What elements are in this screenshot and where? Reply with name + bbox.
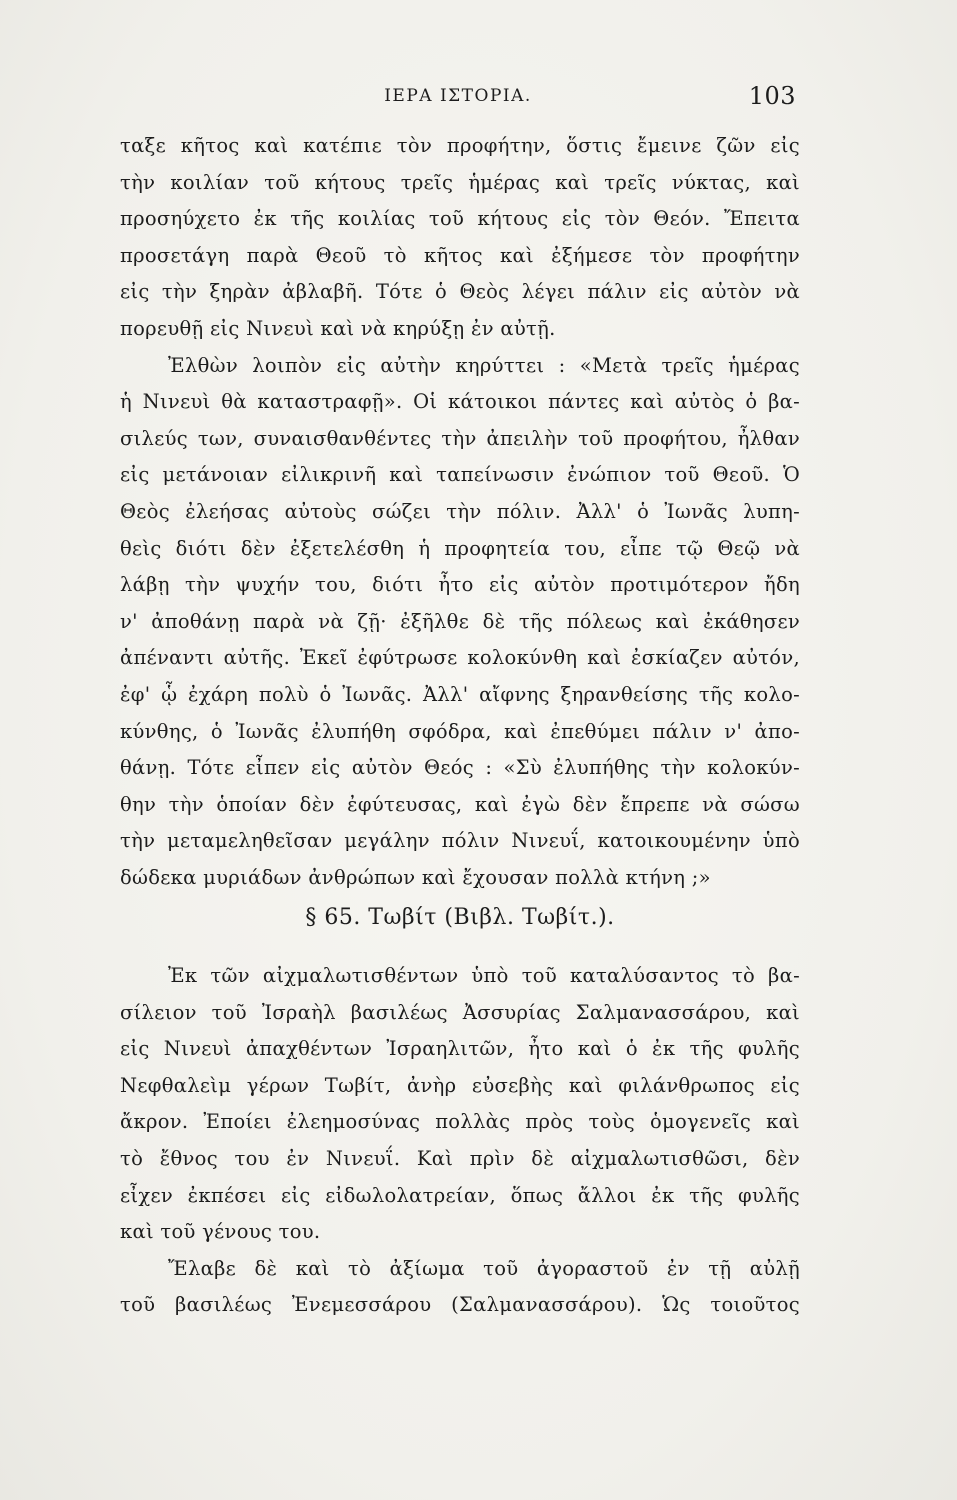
text-line: τὴν μεταμεληθεῖσαν μεγάλην πόλιν Νινευΐ, κατοικουμένην ὑπὸ	[120, 829, 800, 853]
section-heading: § 65. Τωβίτ (Βιβλ. Τωβίτ.).	[305, 905, 615, 930]
text-line: προσηύχετο ἐκ τῆς κοιλίας τοῦ κήτους εἰς τὸν Θεόν. Ἔπειτα	[120, 207, 800, 231]
text-line: Θεὸς ἐλεήσας αὐτοὺς σώζει τὴν πόλιν. Ἀλλ' ὁ Ἰωνᾶς λυπη-	[120, 499, 800, 523]
paragraph-2	[120, 348, 800, 897]
text-line: θην τὴν ὁποίαν δὲν ἐφύτευσας, καὶ ἐγὼ δὲν ἔπρεπε νὰ σώσω	[120, 792, 800, 816]
text-line: Νεφθαλεὶμ γέρων Τωβίτ, ἀνὴρ εὐσεβὴς καὶ φιλάνθρωπος εἰς	[120, 1073, 800, 1097]
text-line: λάβῃ τὴν ψυχήν του, διότι ἦτο εἰς αὐτὸν προτιμότερον ἤδη	[120, 573, 800, 597]
text-line: σίλειον τοῦ Ἰσραὴλ βασιλέως Ἀσσυρίας Σαλμανασσάρου, καὶ	[120, 1000, 800, 1024]
text-line: εἶχεν ἐκπέσει εἰς εἰδωλολατρείαν, ὅπως ἄλλοι ἐκ τῆς φυλῆς	[120, 1183, 800, 1207]
paragraph-3	[120, 958, 800, 1251]
text-line: Ἐλθὼν λοιπὸν εἰς αὐτὴν κηρύττει : «Μετὰ τρεῖς ἡμέρας	[168, 353, 800, 377]
text-line: Ἐκ τῶν αἰχμαλωτισθέντων ὑπὸ τοῦ καταλύσαντος τὸ βα-	[168, 964, 800, 987]
text-line: Ἔλαβε δὲ καὶ τὸ ἀξίωμα τοῦ ἀγοραστοῦ ἐν τῇ αὐλῇ	[168, 1256, 800, 1280]
running-header	[120, 82, 796, 116]
text-line: εἰς Νινευὶ ἀπαχθέντων Ἰσραηλιτῶν, ἦτο καὶ ὁ ἐκ τῆς φυλῆς	[120, 1037, 800, 1061]
text-line: εἰς μετάνοιαν εἰλικρινῆ καὶ ταπείνωσιν ἐνώπιον τοῦ Θεοῦ. Ὁ	[120, 463, 800, 487]
page-number: 103	[748, 82, 796, 110]
text-line: τὸ ἔθνος του ἐν Νινευΐ. Καὶ πρὶν δὲ αἰχμαλωτισθῶσι, δὲν	[120, 1146, 800, 1170]
text-line: σιλεύς των, συναισθανθέντες τὴν ἀπειλὴν τοῦ προφήτου, ἦλθαν	[120, 426, 800, 450]
text-line: καὶ τοῦ γένους του.	[120, 1220, 321, 1244]
text-line: ἡ Νινευὶ θὰ καταστραφῇ». Οἱ κάτοικοι πάντες καὶ αὐτὸς ὁ βα-	[120, 390, 800, 414]
text-line: ἄκρον. Ἐποίει ἐλεημοσύνας πολλὰς πρὸς τοὺς ὁμογενεῖς καὶ	[120, 1110, 800, 1134]
text-line: εἰς τὴν ξηρὰν ἀβλαβῆ. Τότε ὁ Θεὸς λέγει πάλιν εἰς αὐτὸν νὰ	[120, 280, 800, 304]
text-line: θεὶς διότι δὲν ἐξετελέσθη ἡ προφητεία του, εἶπε τῷ Θεῷ νὰ	[120, 536, 800, 560]
text-line: ταξε κῆτος καὶ κατέπιε τὸν προφήτην, ὅστις ἔμεινε ζῶν εἰς	[120, 134, 800, 157]
text-line: ἐφ' ᾧ ἐχάρη πολὺ ὁ Ἰωνᾶς. Ἀλλ' αἴφνης ξηρανθείσης τῆς κολο-	[120, 682, 800, 706]
text-line: τοῦ βασιλέως Ἐνεμεσσάρου (Σαλμανασσάρου). Ὡς τοιοῦτος	[120, 1293, 800, 1317]
text-line: κύνθης, ὁ Ἰωνᾶς ἐλυπήθη σφόδρα, καὶ ἐπεθύμει πάλιν ν' ἀπο-	[120, 719, 800, 743]
text-block-upper	[120, 128, 800, 896]
text-line: δώδεκα μυριάδων ἀνθρώπων καὶ ἔχουσαν πολλὰ κτήνη ;»	[120, 865, 711, 889]
paragraph-1	[120, 128, 800, 348]
text-line: πορευθῇ εἰς Νινευὶ καὶ νὰ κηρύξῃ ἐν αὐτῇ.	[120, 316, 556, 340]
paragraph-4	[120, 1251, 800, 1324]
text-line: ἀπέναντι αὐτῆς. Ἐκεῖ ἐφύτρωσε κολοκύνθη καὶ ἐσκίαζεν αὐτόν,	[120, 646, 800, 670]
text-line: ν' ἀποθάνῃ παρὰ νὰ ζῇ· ἐξῆλθε δὲ τῆς πόλεως καὶ ἐκάθησεν	[120, 609, 800, 633]
running-title: ΙΕΡΑ ΙΣΤΟΡΙΑ.	[384, 86, 532, 106]
text-block-lower	[120, 958, 800, 1324]
text-line: θάνῃ. Τότε εἶπεν εἰς αὐτὸν Θεός : «Σὺ ἐλυπήθης τὴν κολοκύν-	[120, 756, 800, 780]
text-line: τὴν κοιλίαν τοῦ κήτους τρεῖς ἡμέρας καὶ τρεῖς νύκτας, καὶ	[120, 170, 800, 194]
text-line: προσετάγη παρὰ Θεοῦ τὸ κῆτος καὶ ἐξήμεσε τὸν προφήτην	[120, 243, 800, 267]
